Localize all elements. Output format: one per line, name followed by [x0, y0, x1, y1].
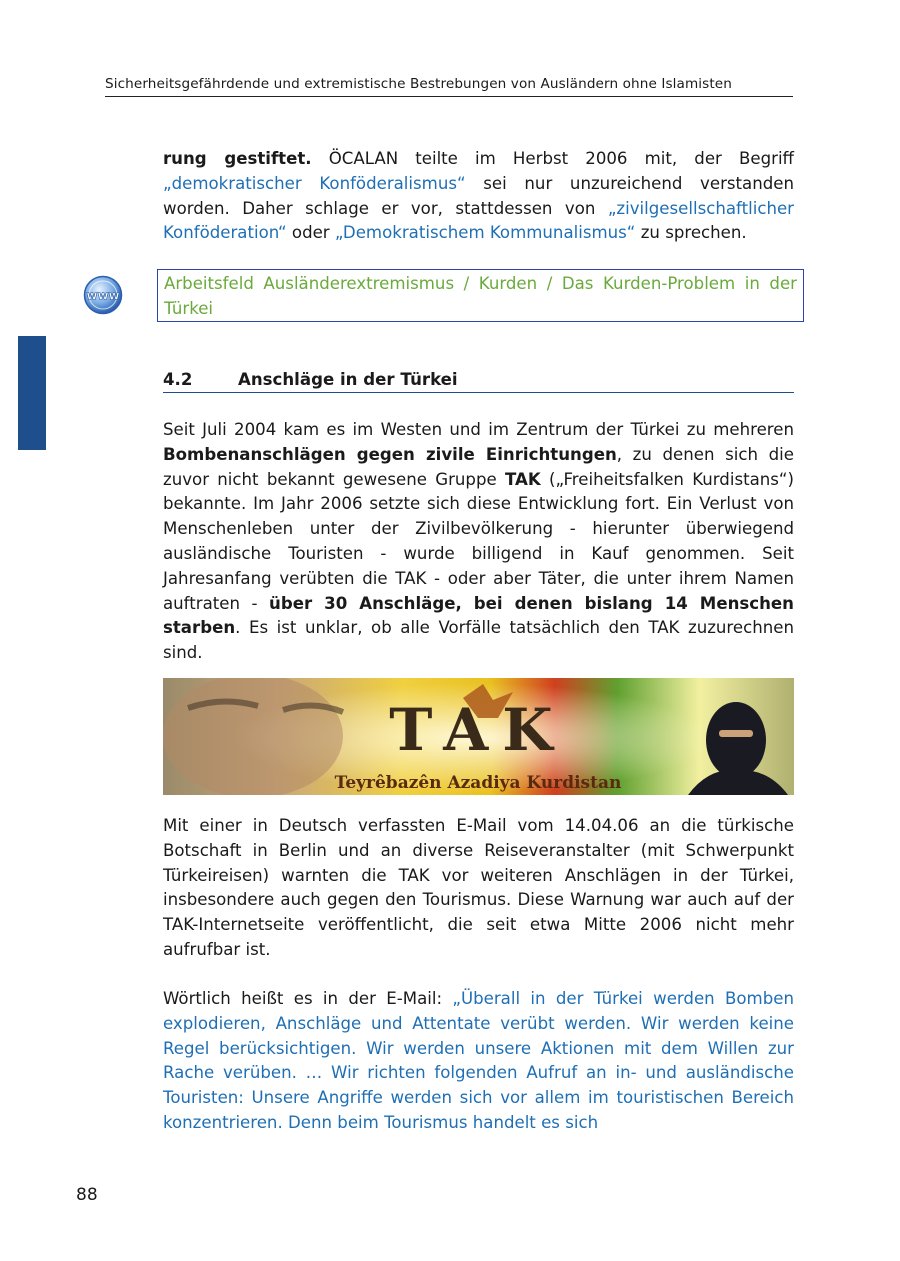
tak-banner-graphic	[163, 678, 794, 795]
paragraph-email-quote	[163, 987, 794, 1136]
p3-quote: „Überall in der Türkei werden Bomben explodieren, Anschläge und Attentate verübt werden. Wir werden keine Regel berücksichtigen. Wir werden unsere Aktionen mit dem Willen zur Rache verüben. … Wir richten folgenden Aufruf an in- und ausländische Touristen: Unsere Angriffe werden sich vor allem im touristischen Bereich konzentrieren. Denn beim Tourismus handelt es sich	[163, 989, 794, 1132]
p1-text-4: . Es ist unklar, ob alle Vorfälle tatsächlich den TAK zuzurechnen sind.	[163, 618, 794, 663]
internet-link-box[interactable]: Arbeitsfeld Ausländerextremismus / Kurden / Das Kurden-Problem in der Türkei	[157, 269, 804, 322]
section-title: Anschläge in der Türkei	[238, 370, 458, 389]
intro-paragraph	[163, 147, 794, 246]
intro-text-4: zu sprechen.	[635, 223, 747, 243]
www-globe-icon[interactable]	[83, 275, 123, 315]
section-heading	[163, 370, 794, 393]
intro-text-1: ÖCALAN teilte im Herbst 2006 mit, der Begriff	[311, 149, 794, 168]
intro-quote-2: „zivilgesellschaftlicher Konföderation“	[163, 198, 794, 243]
intro-bold: rung gestiftet.	[163, 149, 312, 168]
running-header: Sicherheitsgefährdende und extremistische Bestrebungen von Ausländern ohne Islamisten	[105, 76, 793, 97]
p1-bold-3: über 30 Anschläge, bei denen bislang 14 Menschen starben	[163, 593, 794, 638]
intro-text-2: sei nur unzureichend verstanden worden. Daher schlage er vor, stattdessen von	[163, 173, 794, 218]
intro-quote-3: „Demokratischem Kommunalismus“	[334, 223, 636, 243]
p1-text-1: Seit Juli 2004 kam es im Westen und im Zentrum der Türkei zu mehreren	[163, 420, 794, 439]
section-number: 4.2	[163, 370, 193, 389]
paragraph-email-warning	[163, 814, 794, 963]
banner-caption: Teyrêbazên Azadiya Kurdistan	[334, 773, 622, 793]
paragraph-tak-attacks	[163, 418, 794, 666]
p3-text-1: Wörtlich heißt es in der E-Mail:	[163, 989, 453, 1008]
p1-bold-1: Bombenanschlägen gegen zivile Einrichtungen	[163, 444, 617, 464]
intro-text-3: oder	[286, 223, 335, 243]
p2-text: Mit einer in Deutsch verfassten E-Mail vom 14.04.06 an die türkische Botschaft in Berlin und an diverse Reiseveranstalter (mit Schwerpunkt Türkeireisen) warnten die TAK vor weiteren Anschlägen in der Türkei, insbesondere auch gegen den Tourismus. Diese Warnung war auch auf der TAK-Internetseite veröffentlicht, die seit etwa Mitte 2006 nicht mehr aufrufbar ist.	[163, 816, 794, 959]
tak-banner-image	[163, 678, 794, 795]
p1-bold-2: TAK	[504, 469, 541, 489]
www-icon-label: www	[86, 288, 120, 303]
page-number: 88	[76, 1185, 98, 1205]
banner-logo-text: TAK	[389, 696, 567, 764]
p1-text-2: , zu denen sich die zuvor nicht bekannt gewesene Gruppe	[163, 444, 794, 489]
intro-quote-1: „demokratischer Konföderalismus“	[163, 173, 466, 193]
p1-text-3: („Freiheitsfalken Kurdistans“) bekannte. Im Jahr 2006 setzte sich diese Entwicklung fort. Ein Verlust von Menschenleben unter der Zivilbevölkerung - hierunter überwiegend ausländische Touristen - wurde billigend in Kauf genommen. Seit Jahresanfang verübten die TAK - oder aber Täter, die unter ihrem Namen auftraten -	[163, 469, 794, 613]
chapter-tab-marker	[18, 336, 46, 450]
